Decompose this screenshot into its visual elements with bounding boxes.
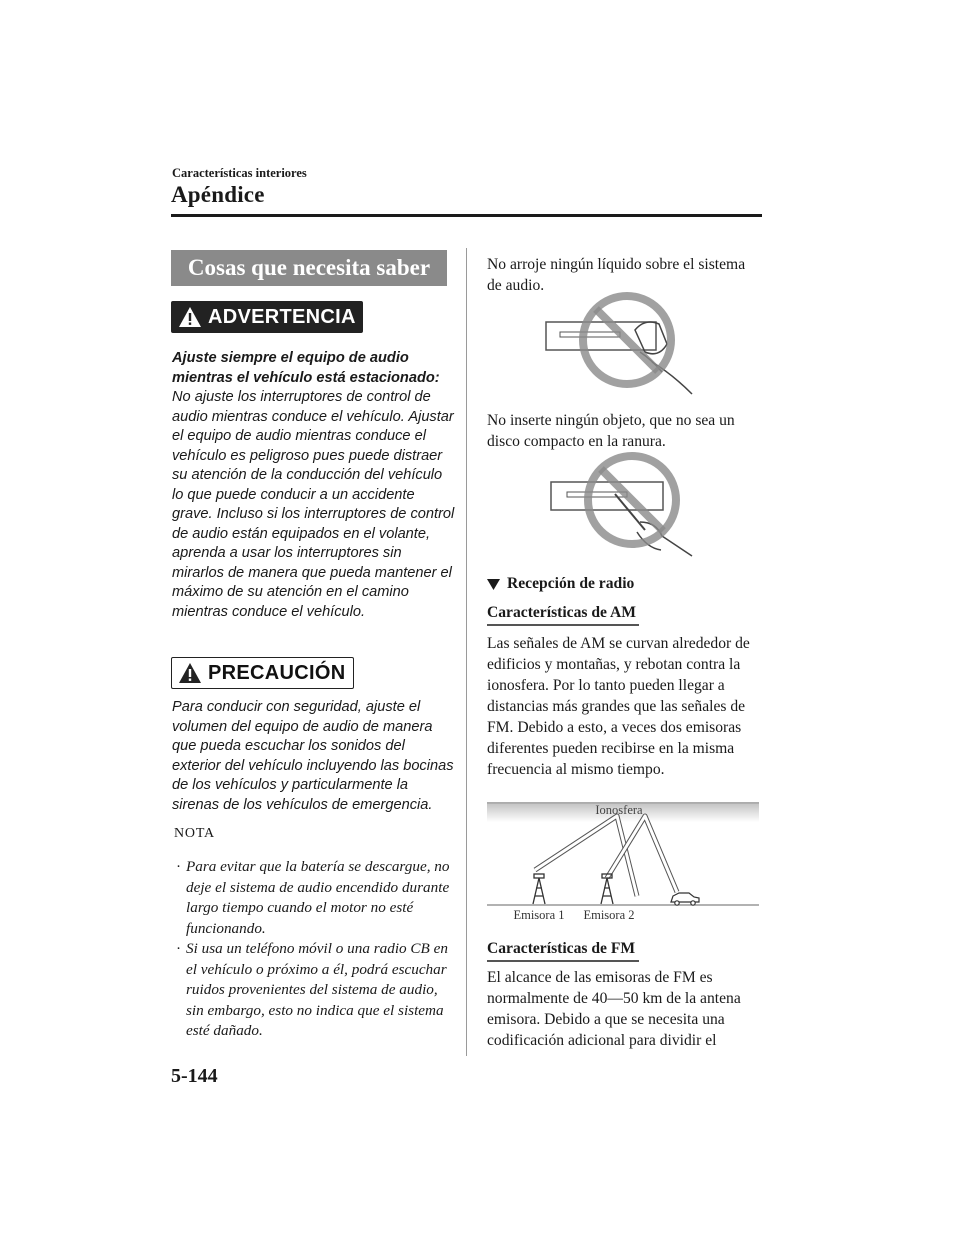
no-liquid-illustration (540, 292, 710, 404)
warning-label: ADVERTENCIA (208, 305, 356, 328)
station1-tower-icon (533, 874, 545, 904)
fm-heading: Características de FM (487, 940, 636, 957)
warning-heading: Ajuste siempre el equipo de audio mientras el vehículo está estacionado: (172, 350, 440, 386)
station2-tower-icon (601, 874, 613, 904)
chapter-title: Apéndice (171, 182, 265, 207)
caution-badge (171, 657, 354, 689)
warning-text (172, 349, 457, 622)
warning-badge (171, 301, 363, 333)
paragraph-no-object: No inserte ningún objeto, que no sea un disco compacto en la ranura. (487, 412, 735, 450)
nota-heading: NOTA (174, 826, 215, 841)
ionosphere-label: Ionosfera (595, 803, 643, 817)
am-heading-underline (487, 624, 639, 626)
column-divider (466, 248, 467, 1056)
fm-body: El alcance de las emisoras de FM es normalmente de 40―50 km de la antena emisora. Debido a que se necesita una codificación adicional para dividir el (487, 969, 741, 1049)
warning-triangle-icon (178, 306, 202, 328)
station1-label: Emisora 1 (513, 908, 565, 922)
page-number: 5-144 (171, 1065, 218, 1087)
section-label: Características interiores (172, 166, 307, 180)
section-banner: Cosas que necesita saber (171, 250, 447, 286)
caution-body: Para conducir con seguridad, ajuste el volumen del equipo de audio de manera que pueda escuchar los sonidos del exterior del vehículo incluyendo las bocinas de los vehículos y particularmente la sirenas de los vehículos de emergencia. (172, 699, 454, 813)
car-icon (671, 893, 699, 905)
no-insert-illustration (545, 450, 715, 562)
radio-heading-text: Recepción de radio (507, 575, 635, 592)
fm-heading-underline (487, 960, 639, 962)
nota-item: · Si usa un teléfono móvil o una radio CB en el vehículo o próximo a él, podrá escuchar ruidos provenientes del sistema de audio, sin embargo, esto no indica que el sistema esté dañado. (182, 939, 452, 1042)
paragraph-no-liquid: No arroje ningún líquido sobre el sistema de audio. (487, 256, 746, 294)
ionosphere-diagram (487, 800, 759, 928)
radio-heading (487, 575, 634, 593)
caution-triangle-icon (178, 662, 202, 684)
am-heading: Características de AM (487, 604, 636, 621)
triangle-down-icon (487, 579, 500, 590)
am-body: Las señales de AM se curvan alrededor de edificios y montañas, y rebotan contra la ionosfera. Por lo tanto pueden llegar a distancias más grandes que las señales de FM. Debido a esto, a veces dos emisoras diferentes pueden recibirse en la misma frecuencia al mismo tiempo. (487, 635, 750, 778)
station2-label: Emisora 2 (583, 908, 635, 922)
warning-body: No ajuste los interruptores de control de audio mientras conduce el vehículo. Ajustar el equipo de audio mientras conduce el vehículo es peligroso pues puede distraer su atención de la conducción del vehículo lo que puede conducir a un accidente grave. Incluso si los interruptores de control de audio están equipados en el volante, aprenda a usar los interruptores sin mirarlos de manera que pueda mantener el máximo de su atención en el camino mientras conduce el vehículo. (172, 389, 455, 620)
nota-list (182, 857, 452, 1042)
nota-item: · Para evitar que la batería se descargue, no deje el sistema de audio encendido durante largo tiempo cuando el motor no esté funcionando. (182, 857, 452, 939)
header-rule (171, 214, 762, 217)
caution-label: PRECAUCIÓN (208, 661, 346, 684)
